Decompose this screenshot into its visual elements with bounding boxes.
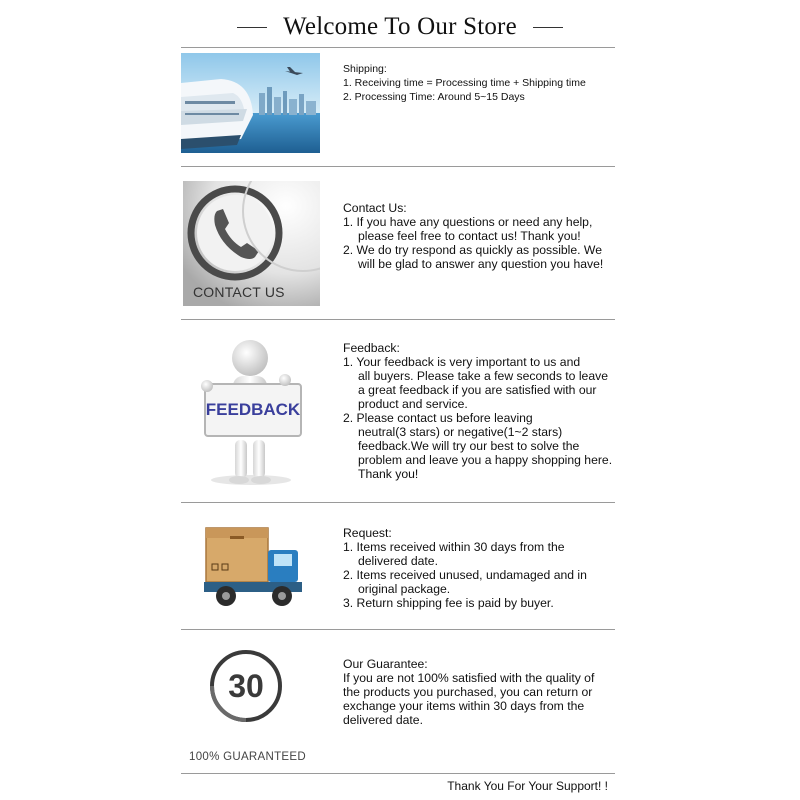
cruise-ship-icon bbox=[181, 53, 320, 153]
guarantee-line-2: the products you purchased, you can return or bbox=[343, 685, 593, 699]
feedback-line-9: Thank you! bbox=[358, 467, 419, 481]
feedback-image bbox=[181, 340, 321, 488]
contact-us-label: CONTACT US bbox=[193, 284, 285, 300]
guarantee-line-1: If you are not 100% satisfied with the quality of bbox=[343, 671, 595, 685]
header-left-dash bbox=[237, 27, 267, 28]
request-line-4: original package. bbox=[358, 582, 451, 596]
contact-text bbox=[343, 201, 613, 271]
request-line-1: 1. Items received within 30 days from the bbox=[343, 540, 565, 554]
contact-line-4: will be glad to answer any question you have! bbox=[358, 257, 604, 271]
feedback-line-1: 1. Your feedback is very important to us and bbox=[343, 355, 581, 369]
feedback-line-3: a great feedback if you are satisfied with our bbox=[358, 383, 597, 397]
footer-thanks: Thank You For Your Support! ! bbox=[447, 779, 608, 793]
feedback-line-6: neutral(3 stars) or negative(1~2 stars) bbox=[358, 425, 563, 439]
guarantee-text bbox=[343, 657, 613, 727]
guarantee-line-4: delivered date. bbox=[343, 713, 423, 727]
feedback-line-7: feedback.We will try our best to solve the bbox=[358, 439, 580, 453]
shipping-heading: Shipping: bbox=[343, 63, 387, 75]
guarantee-heading: Our Guarantee: bbox=[343, 657, 428, 671]
feedback-line-4: product and service. bbox=[358, 397, 468, 411]
header-right-dash bbox=[533, 27, 563, 28]
contact-line-3: 2. We do try respond as quickly as possible. We bbox=[343, 243, 602, 257]
shipping-image bbox=[181, 53, 320, 153]
request-line-3: 2. Items received unused, undamaged and in bbox=[343, 568, 587, 582]
delivery-truck-icon bbox=[200, 524, 310, 610]
feedback-line-2: all buyers. Please take a few seconds to leave bbox=[358, 369, 608, 383]
feedback-line-8: problem and leave you a happy shopping here. bbox=[358, 453, 613, 467]
shipping-text bbox=[343, 62, 613, 104]
request-text bbox=[343, 526, 613, 610]
guarantee-line-3: exchange your items within 30 days from the bbox=[343, 699, 585, 713]
shipping-line-1: 1. Receiving time = Processing time + Shipping time bbox=[343, 77, 586, 89]
request-image bbox=[200, 524, 310, 610]
request-heading: Request: bbox=[343, 526, 392, 540]
divider-top bbox=[181, 47, 615, 48]
divider-request bbox=[181, 629, 615, 630]
page-header bbox=[0, 10, 800, 44]
guarantee-number: 30 bbox=[228, 667, 264, 704]
shipping-line-2: 2. Processing Time: Around 5~15 Days bbox=[343, 91, 525, 103]
contact-heading: Contact Us: bbox=[343, 201, 407, 215]
divider-contact bbox=[181, 319, 615, 320]
request-line-2: delivered date. bbox=[358, 554, 438, 568]
divider-shipping bbox=[181, 166, 615, 167]
contact-line-2: please feel free to contact us! Thank you! bbox=[358, 229, 581, 243]
feedback-line-5: 2. Please contact us before leaving bbox=[343, 411, 533, 425]
divider-guarantee bbox=[181, 773, 615, 774]
feedback-sign-label: FEEDBACK bbox=[205, 400, 301, 419]
guarantee-label: 100% GUARANTEED bbox=[189, 751, 306, 763]
guarantee-badge bbox=[206, 646, 286, 726]
contact-line-1: 1. If you have any questions or need any help, bbox=[343, 215, 593, 229]
divider-feedback bbox=[181, 502, 615, 503]
feedback-heading: Feedback: bbox=[343, 341, 400, 355]
feedback-text bbox=[343, 341, 613, 481]
page-title: Welcome To Our Store bbox=[283, 13, 517, 40]
request-line-5: 3. Return shipping fee is paid by buyer. bbox=[343, 596, 554, 610]
